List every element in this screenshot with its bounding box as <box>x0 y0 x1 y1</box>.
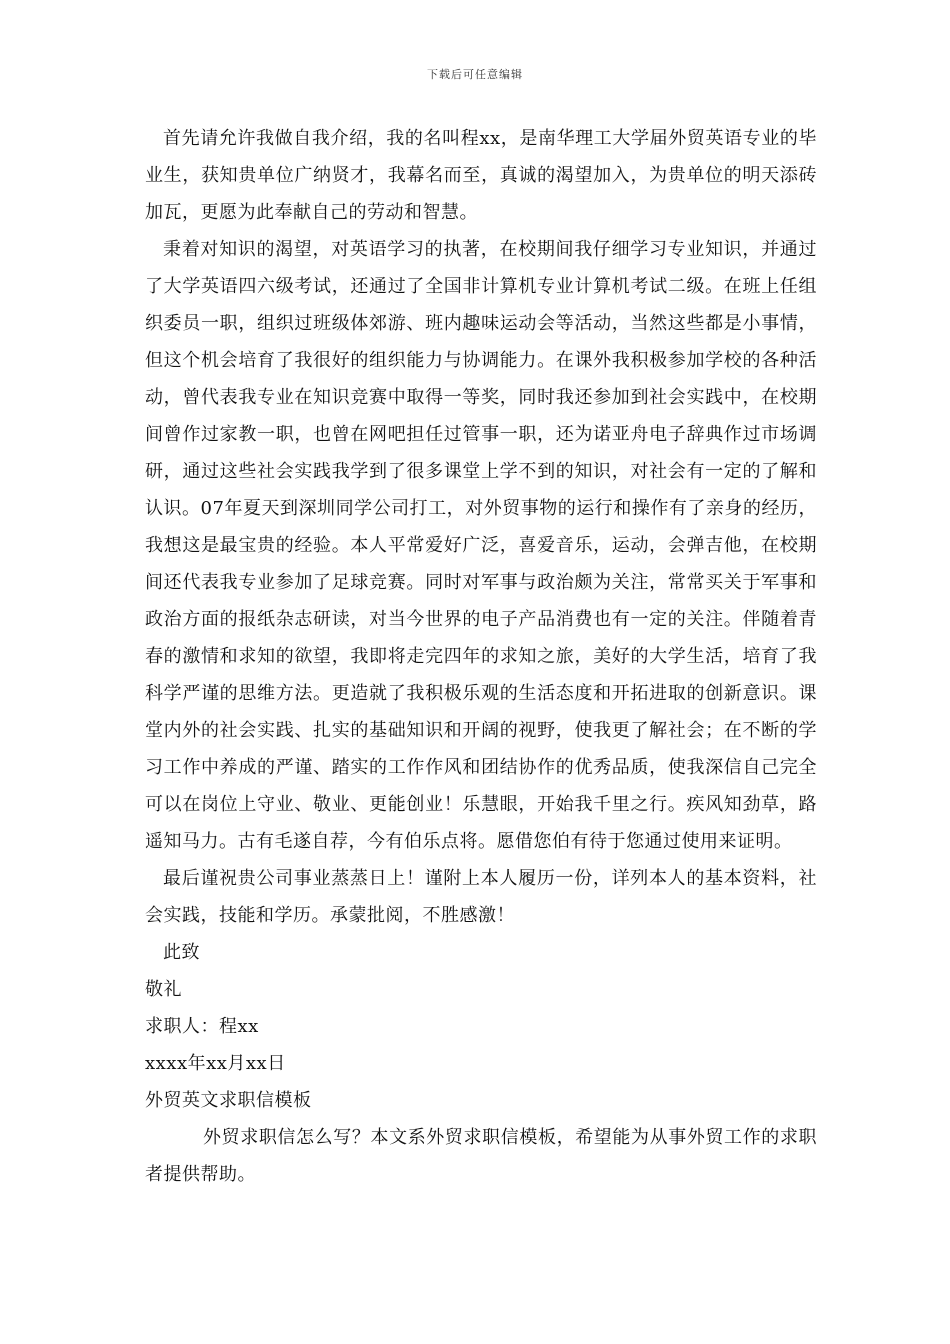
letter-paragraph-experience: 秉着对知识的渴望，对英语学习的执著，在校期间我仔细学习专业知识，并通过了大学英语四六级考试，还通过了全国非计算机专业计算机考试二级。在班上任组织委员一职，组织过班级体郊游、班内趣味运动会等活动，当然这些都是小事情，但这个机会培育了我很好的组织能力与协调能力。在课外我积极参加学校的各种活动，曾代表我专业在知识竞赛中取得一等奖，同时我还参加到社会实践中，在校期间曾作过家教一职，也曾在网吧担任过管事一职，还为诺亚舟电子辞典作过市场调研，通过这些社会实践我学到了很多课堂上学不到的知识，对社会有一定的了解和认识。07年夏天到深圳同学公司打工，对外贸事物的运行和操作有了亲身的经历，我想这是最宝贵的经验。本人平常爱好广泛，喜爱音乐，运动，会弹吉他，在校期间还代表我专业参加了足球竞赛。同时对军事与政治颇为关注，常常买关于军事和政治方面的报纸杂志研读，对当今世界的电子产品消费也有一定的关注。伴随着青春的激情和求知的欲望，我即将走完四年的求知之旅，美好的大学生活，培育了我科学严谨的思维方法。更造就了我积极乐观的生活态度和开拓进取的创新意识。课堂内外的社会实践、扎实的基础知识和开阔的视野，使我更了解社会；在不断的学习工作中养成的严谨、踏实的工作作风和团结协作的优秀品质，使我深信自己完全可以在岗位上守业、敬业、更能创业！乐慧眼，开始我千里之行。疾风知劲草，路遥知马力。古有毛遂自荐，今有伯乐点将。愿借您伯有待于您通过使用来证明。 <box>145 239 817 852</box>
section-intro: 外贸求职信怎么写？本文系外贸求职信模板，希望能为从事外贸工作的求职者提供帮助。 <box>145 1127 817 1185</box>
document-body <box>145 120 817 1193</box>
letter-closing-phrase: 此致 <box>163 942 200 963</box>
letter-signature: 求职人：程xx <box>145 1016 259 1037</box>
letter-date: xxxx年xx月xx日 <box>145 1053 286 1074</box>
letter-paragraph-closing: 最后谨祝贵公司事业蒸蒸日上！谨附上本人履历一份，详列本人的基本资料，社会实践，技能和学历。承蒙批阅，不胜感激！ <box>145 868 817 926</box>
page-header: 下载后可任意编辑 <box>427 68 523 81</box>
letter-paragraph-intro: 首先请允许我做自我介绍，我的名叫程xx，是南华理工大学届外贸英语专业的毕业生，获知贵单位广纳贤才，我幕名而至，真诚的渴望加入，为贵单位的明天添砖加瓦，更愿为此奉献自己的劳动和智慧。 <box>145 128 817 223</box>
section-title: 外贸英文求职信模板 <box>145 1090 312 1111</box>
letter-salute: 敬礼 <box>145 979 182 1000</box>
